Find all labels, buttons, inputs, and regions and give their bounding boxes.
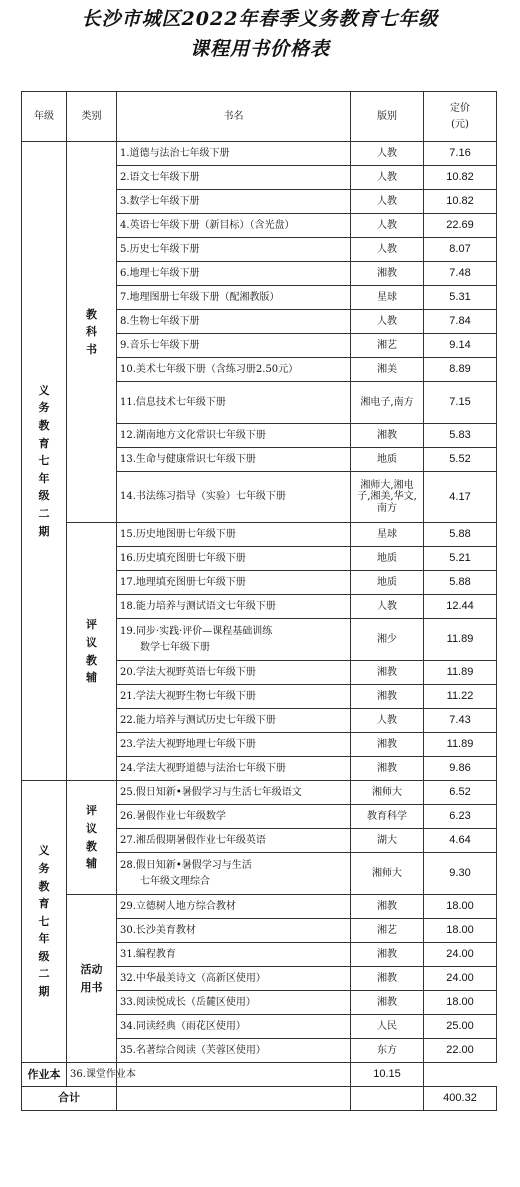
book-name: 33.阅读悦成长（岳麓区使用） — [117, 991, 351, 1015]
price: 7.84 — [424, 310, 497, 334]
edition: 地质 — [351, 448, 424, 472]
header-book: 书名 — [117, 92, 351, 142]
book-name: 11.信息技术七年级下册 — [117, 382, 351, 424]
edition: 人教 — [351, 214, 424, 238]
price: 7.43 — [424, 709, 497, 733]
category-cell-homework: 作业本 — [22, 1063, 67, 1087]
price: 5.88 — [424, 523, 497, 547]
book-name: 6.地理七年级下册 — [117, 262, 351, 286]
price-table — [21, 91, 497, 1111]
book-name: 1.道德与法治七年级下册 — [117, 142, 351, 166]
price: 12.44 — [424, 595, 497, 619]
price: 11.89 — [424, 733, 497, 757]
edition: 人教 — [351, 142, 424, 166]
book-name: 9.音乐七年级下册 — [117, 334, 351, 358]
page-title-line1: 长沙市城区2022年春季义务教育七年级 — [81, 8, 439, 30]
book-name: 18.能力培养与测试语文七年级下册 — [117, 595, 351, 619]
book-name: 14.书法练习指导（实验）七年级下册 — [117, 472, 351, 523]
price: 22.69 — [424, 214, 497, 238]
edition: 湘教 — [351, 943, 424, 967]
price: 10.15 — [351, 1063, 424, 1087]
book-name: 35.名著综合阅读（芙蓉区使用） — [117, 1039, 351, 1063]
edition: 湘教 — [351, 733, 424, 757]
table-row — [22, 523, 497, 547]
price: 8.07 — [424, 238, 497, 262]
edition: 人教 — [351, 238, 424, 262]
price: 9.14 — [424, 334, 497, 358]
price: 6.52 — [424, 781, 497, 805]
book-name: 25.假日知新•暑假学习与生活七年级语文 — [117, 781, 351, 805]
book-name: 27.湘岳假期暑假作业七年级英语 — [117, 829, 351, 853]
header-edition: 版别 — [351, 92, 424, 142]
book-name: 7.地理图册七年级下册（配湘教版） — [117, 286, 351, 310]
grade-cell: 义 务 教 育 七 年 级 二 期 — [22, 142, 67, 781]
price: 11.22 — [424, 685, 497, 709]
book-name: 4.英语七年级下册（新目标）（含光盘） — [117, 214, 351, 238]
table-row — [22, 142, 497, 166]
header-grade: 年级 — [22, 92, 67, 142]
edition: 星球 — [351, 286, 424, 310]
book-name: 31.编程教育 — [117, 943, 351, 967]
book-name: 19.同步·实践·评价—课程基础训练 数学七年级下册 — [117, 619, 351, 661]
price: 4.17 — [424, 472, 497, 523]
edition: 教育科学 — [351, 805, 424, 829]
category-cell-activity: 活动 用书 — [67, 895, 117, 1063]
header-category: 类别 — [67, 92, 117, 142]
price: 5.88 — [424, 571, 497, 595]
table-row — [22, 781, 497, 805]
price: 8.89 — [424, 358, 497, 382]
book-name: 3.数学七年级下册 — [117, 190, 351, 214]
book-name: 17.地理填充图册七年级下册 — [117, 571, 351, 595]
edition: 湘艺 — [351, 334, 424, 358]
price: 11.89 — [424, 619, 497, 661]
price: 5.31 — [424, 286, 497, 310]
book-name: 15.历史地图册七年级下册 — [117, 523, 351, 547]
edition: 湘少 — [351, 619, 424, 661]
edition: 湖大 — [351, 829, 424, 853]
category-cell-textbook: 教 科 书 — [67, 142, 117, 523]
page-title-line2: 课程用书价格表 — [189, 38, 330, 60]
book-name: 13.生命与健康常识七年级下册 — [117, 448, 351, 472]
category-cell-eval-aux: 评 议 教 辅 — [67, 523, 117, 781]
book-name: 16.历史填充图册七年级下册 — [117, 547, 351, 571]
price: 24.00 — [424, 943, 497, 967]
edition: 湘电子,南方 — [351, 382, 424, 424]
book-name: 22.能力培养与测试历史七年级下册 — [117, 709, 351, 733]
book-name: 21.学法大视野生物七年级下册 — [117, 685, 351, 709]
book-name: 23.学法大视野地理七年级下册 — [117, 733, 351, 757]
book-name: 5.历史七年级下册 — [117, 238, 351, 262]
edition: 人教 — [351, 709, 424, 733]
price: 4.64 — [424, 829, 497, 853]
table-row — [22, 895, 497, 919]
edition: 地质 — [351, 571, 424, 595]
header-price — [424, 92, 497, 142]
edition: 人教 — [351, 310, 424, 334]
edition: 湘美 — [351, 358, 424, 382]
price: 9.86 — [424, 757, 497, 781]
total-empty-edition — [351, 1087, 424, 1111]
edition: 湘师大,湘电子,湘美,华文,南方 — [351, 472, 424, 523]
book-name: 34.同读经典（雨花区使用） — [117, 1015, 351, 1039]
edition — [117, 1063, 351, 1087]
book-name: 30.长沙美育教材 — [117, 919, 351, 943]
book-name: 36.课堂作业本 — [67, 1063, 117, 1087]
edition: 湘教 — [351, 262, 424, 286]
edition: 东方 — [351, 1039, 424, 1063]
total-row — [22, 1087, 497, 1111]
edition: 湘教 — [351, 685, 424, 709]
book-name: 8.生物七年级下册 — [117, 310, 351, 334]
edition: 湘教 — [351, 895, 424, 919]
price: 5.52 — [424, 448, 497, 472]
price: 22.00 — [424, 1039, 497, 1063]
book-name: 2.语文七年级下册 — [117, 166, 351, 190]
total-price: 400.32 — [424, 1087, 497, 1111]
edition: 湘教 — [351, 424, 424, 448]
grade-cell: 义 务 教 育 七 年 级 二 期 — [22, 781, 67, 1063]
price: 5.83 — [424, 424, 497, 448]
edition: 湘教 — [351, 757, 424, 781]
edition: 湘教 — [351, 967, 424, 991]
edition: 人教 — [351, 166, 424, 190]
edition: 湘师大 — [351, 853, 424, 895]
price: 7.16 — [424, 142, 497, 166]
header-row — [22, 92, 497, 142]
price: 10.82 — [424, 166, 497, 190]
price: 18.00 — [424, 895, 497, 919]
price: 6.23 — [424, 805, 497, 829]
price: 7.15 — [424, 382, 497, 424]
edition: 湘师大 — [351, 781, 424, 805]
book-name: 29.立德树人地方综合教材 — [117, 895, 351, 919]
book-name: 10.美术七年级下册（含练习册2.50元） — [117, 358, 351, 382]
edition: 湘教 — [351, 661, 424, 685]
edition: 湘艺 — [351, 919, 424, 943]
price: 24.00 — [424, 967, 497, 991]
price: 18.00 — [424, 991, 497, 1015]
total-label: 合计 — [22, 1087, 117, 1111]
price: 10.82 — [424, 190, 497, 214]
price: 5.21 — [424, 547, 497, 571]
edition: 人教 — [351, 595, 424, 619]
header-price-label: 定价 — [450, 103, 470, 114]
book-name: 24.学法大视野道德与法治七年级下册 — [117, 757, 351, 781]
book-name: 12.湖南地方文化常识七年级下册 — [117, 424, 351, 448]
book-name: 32.中华最美诗文（高新区使用） — [117, 967, 351, 991]
edition: 地质 — [351, 547, 424, 571]
book-name: 28.假日知新•暑假学习与生活 七年级文理综合 — [117, 853, 351, 895]
category-cell-eval-aux: 评 议 教 辅 — [67, 781, 117, 895]
price: 25.00 — [424, 1015, 497, 1039]
table-row — [22, 1063, 497, 1087]
edition: 人民 — [351, 1015, 424, 1039]
header-price-unit: (元) — [451, 118, 469, 130]
book-name: 20.学法大视野英语七年级下册 — [117, 661, 351, 685]
edition: 人教 — [351, 190, 424, 214]
edition: 湘教 — [351, 991, 424, 1015]
price: 18.00 — [424, 919, 497, 943]
total-empty-book — [117, 1087, 351, 1111]
edition: 星球 — [351, 523, 424, 547]
price: 9.30 — [424, 853, 497, 895]
book-name: 26.暑假作业七年级数学 — [117, 805, 351, 829]
price: 7.48 — [424, 262, 497, 286]
price: 11.89 — [424, 661, 497, 685]
